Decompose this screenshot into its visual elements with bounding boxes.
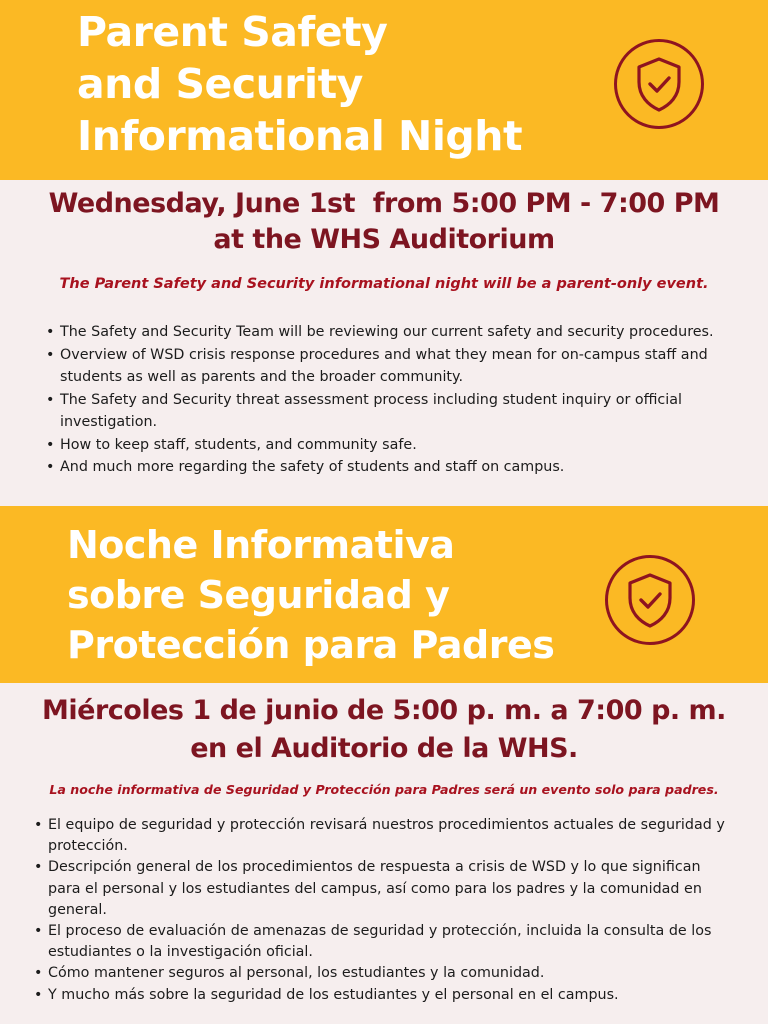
english-banner xyxy=(0,0,768,180)
english-date-line: Wednesday, June 1st from 5:00 PM - 7:00 PM xyxy=(48,188,720,219)
spanish-notice: La noche informativa de Seguridad y Protección para Padres será un evento solo para padres. xyxy=(49,782,719,797)
list-item: • The Safety and Security Team will be reviewing our current safety and security procedures. xyxy=(44,321,744,344)
english-notice: The Parent Safety and Security informational night will be a parent-only event. xyxy=(59,276,709,292)
list-item: • Y mucho más sobre la seguridad de los estudiantes y el personal en el campus. xyxy=(32,985,737,1006)
english-title xyxy=(77,6,522,162)
list-item: • The Safety and Security threat assessment process including student inquiry or official investigation. xyxy=(44,389,744,434)
list-item: • Cómo mantener seguros al personal, los estudiantes y la comunidad. xyxy=(32,963,737,984)
spanish-date-line: Miércoles 1 de junio de 5:00 p. m. a 7:00 p. m. xyxy=(42,695,726,726)
english-title-line: and Security xyxy=(77,60,363,108)
english-event-date xyxy=(0,186,768,258)
shield-check-icon xyxy=(613,38,705,130)
english-title-line: Parent Safety xyxy=(77,8,388,56)
spanish-location-line: en el Auditorio de la WHS. xyxy=(190,733,578,764)
spanish-title-line: sobre Seguridad y xyxy=(67,573,450,617)
shield-check-icon xyxy=(604,554,696,646)
list-item: • And much more regarding the safety of students and staff on campus. xyxy=(44,456,744,479)
list-item: • Overview of WSD crisis response procedures and what they mean for on-campus staff and students as well as parents and the broader community. xyxy=(44,344,744,389)
spanish-banner xyxy=(0,506,768,683)
spanish-bullet-list xyxy=(32,815,737,1006)
spanish-event-date xyxy=(0,692,768,768)
english-title-line: Informational Night xyxy=(77,112,523,160)
spanish-title xyxy=(67,520,554,670)
spanish-title-line: Noche Informativa xyxy=(67,523,455,567)
list-item: • El proceso de evaluación de amenazas de seguridad y protección, incluida la consulta de los estudiantes o la investigación oficial. xyxy=(32,921,737,963)
english-bullet-list xyxy=(44,321,744,479)
list-item: • Descripción general de los procedimientos de respuesta a crisis de WSD y lo que significan para el personal y los estudiantes del campus, así como para los padres y la comunidad en general. xyxy=(32,857,737,921)
spanish-title-line: Protección para Padres xyxy=(67,623,555,667)
english-location-line: at the WHS Auditorium xyxy=(213,224,555,255)
list-item: • El equipo de seguridad y protección revisará nuestros procedimientos actuales de seguridad y protección. xyxy=(32,815,737,857)
list-item: • How to keep staff, students, and community safe. xyxy=(44,434,744,457)
